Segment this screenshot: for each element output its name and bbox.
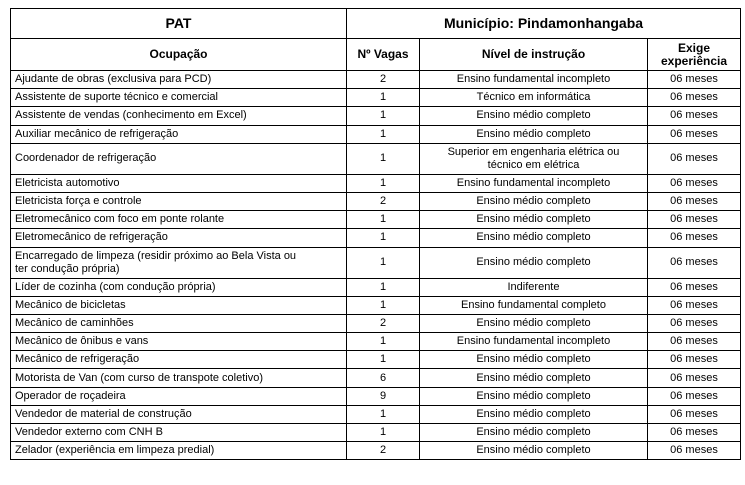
cell-experiencia: 06 meses [648,143,741,174]
cell-nivel: Ensino médio completo [420,314,648,332]
cell-nivel: Ensino médio completo [420,107,648,125]
table-header-row [11,39,741,71]
job-vacancies-table [10,8,741,460]
cell-ocupacao: Mecânico de bicicletas [11,296,347,314]
table-row [11,174,741,192]
cell-vagas: 1 [347,296,420,314]
cell-nivel-line2: técnico em elétrica [487,158,580,171]
header-experiencia [648,39,741,71]
header-experiencia-line1: Exige [677,40,710,55]
cell-experiencia: 06 meses [648,247,741,278]
cell-nivel: Ensino fundamental incompleto [420,71,648,89]
cell-nivel: Ensino fundamental incompleto [420,333,648,351]
cell-experiencia: 06 meses [648,211,741,229]
cell-ocupacao: Líder de cozinha (com condução própria) [11,278,347,296]
cell-ocupacao: Assistente de vendas (conhecimento em Excel) [11,107,347,125]
cell-ocupacao: Eletricista automotivo [11,174,347,192]
cell-nivel: Ensino médio completo [420,247,648,278]
table-row [11,71,741,89]
job-table-container [10,8,741,460]
table-row [11,107,741,125]
cell-vagas: 1 [347,278,420,296]
cell-ocupacao: Mecânico de ônibus e vans [11,333,347,351]
header-ocupacao: Ocupação [11,39,347,71]
table-row [11,314,741,332]
cell-ocupacao-line1: Encarregado de limpeza (residir próximo ao Bela Vista ou [15,249,297,262]
cell-vagas: 1 [347,211,420,229]
cell-vagas: 2 [347,442,420,460]
cell-vagas: 1 [347,333,420,351]
cell-nivel: Ensino fundamental completo [420,296,648,314]
cell-ocupacao: Assistente de suporte técnico e comercial [11,89,347,107]
cell-ocupacao: Vendedor externo com CNH B [11,424,347,442]
cell-experiencia: 06 meses [648,424,741,442]
cell-experiencia: 06 meses [648,71,741,89]
cell-ocupacao-line2: ter condução própria) [15,262,120,275]
cell-ocupacao: Eletromecânico de refrigeração [11,229,347,247]
table-row [11,424,741,442]
cell-experiencia: 06 meses [648,333,741,351]
table-row [11,333,741,351]
cell-experiencia: 06 meses [648,192,741,210]
cell-nivel: Ensino médio completo [420,229,648,247]
table-title-row [11,9,741,39]
cell-ocupacao [11,247,347,278]
cell-nivel-line1: Superior em engenharia elétrica ou [447,145,620,158]
cell-vagas: 1 [347,424,420,442]
cell-experiencia: 06 meses [648,442,741,460]
cell-nivel: Ensino médio completo [420,211,648,229]
cell-ocupacao: Coordenador de refrigeração [11,143,347,174]
cell-experiencia: 06 meses [648,174,741,192]
cell-vagas: 2 [347,192,420,210]
cell-ocupacao: Auxiliar mecânico de refrigeração [11,125,347,143]
table-row [11,442,741,460]
header-vagas: Nº Vagas [347,39,420,71]
cell-ocupacao: Zelador (experiência em limpeza predial) [11,442,347,460]
municipality-title: Município: Pindamonhangaba [347,9,741,39]
cell-experiencia: 06 meses [648,296,741,314]
cell-nivel: Ensino médio completo [420,405,648,423]
table-row [11,89,741,107]
cell-ocupacao: Eletromecânico com foco em ponte rolante [11,211,347,229]
cell-nivel: Indiferente [420,278,648,296]
cell-vagas: 1 [347,143,420,174]
cell-experiencia: 06 meses [648,351,741,369]
cell-vagas: 2 [347,71,420,89]
table-row [11,296,741,314]
cell-nivel: Ensino médio completo [420,369,648,387]
cell-experiencia: 06 meses [648,278,741,296]
cell-ocupacao: Vendedor de material de construção [11,405,347,423]
cell-ocupacao: Operador de roçadeira [11,387,347,405]
cell-experiencia: 06 meses [648,405,741,423]
cell-experiencia: 06 meses [648,369,741,387]
table-row [11,278,741,296]
table-row [11,387,741,405]
cell-experiencia: 06 meses [648,387,741,405]
cell-nivel: Ensino fundamental incompleto [420,174,648,192]
cell-vagas: 1 [347,89,420,107]
table-row [11,125,741,143]
cell-nivel [420,143,648,174]
table-row [11,247,741,278]
cell-ocupacao: Ajudante de obras (exclusiva para PCD) [11,71,347,89]
cell-experiencia: 06 meses [648,107,741,125]
table-row [11,143,741,174]
table-row [11,192,741,210]
cell-ocupacao: Mecânico de caminhões [11,314,347,332]
cell-vagas: 1 [347,174,420,192]
table-row [11,405,741,423]
cell-nivel: Ensino médio completo [420,387,648,405]
cell-nivel: Técnico em informática [420,89,648,107]
cell-ocupacao: Mecânico de refrigeração [11,351,347,369]
cell-vagas: 1 [347,405,420,423]
cell-vagas: 1 [347,351,420,369]
cell-nivel: Ensino médio completo [420,424,648,442]
cell-vagas: 2 [347,314,420,332]
cell-nivel: Ensino médio completo [420,192,648,210]
cell-vagas: 1 [347,229,420,247]
header-nivel: Nível de instrução [420,39,648,71]
cell-ocupacao: Eletricista força e controle [11,192,347,210]
table-row [11,369,741,387]
cell-vagas: 6 [347,369,420,387]
cell-experiencia: 06 meses [648,125,741,143]
cell-vagas: 1 [347,107,420,125]
header-experiencia-line2: experiência [660,53,728,68]
cell-vagas: 1 [347,247,420,278]
table-row [11,229,741,247]
cell-vagas: 9 [347,387,420,405]
cell-nivel: Ensino médio completo [420,442,648,460]
table-row [11,211,741,229]
cell-experiencia: 06 meses [648,314,741,332]
pat-title: PAT [11,9,347,39]
cell-nivel: Ensino médio completo [420,125,648,143]
cell-nivel: Ensino médio completo [420,351,648,369]
table-row [11,351,741,369]
cell-ocupacao: Motorista de Van (com curso de transpote coletivo) [11,369,347,387]
cell-experiencia: 06 meses [648,89,741,107]
cell-experiencia: 06 meses [648,229,741,247]
cell-vagas: 1 [347,125,420,143]
